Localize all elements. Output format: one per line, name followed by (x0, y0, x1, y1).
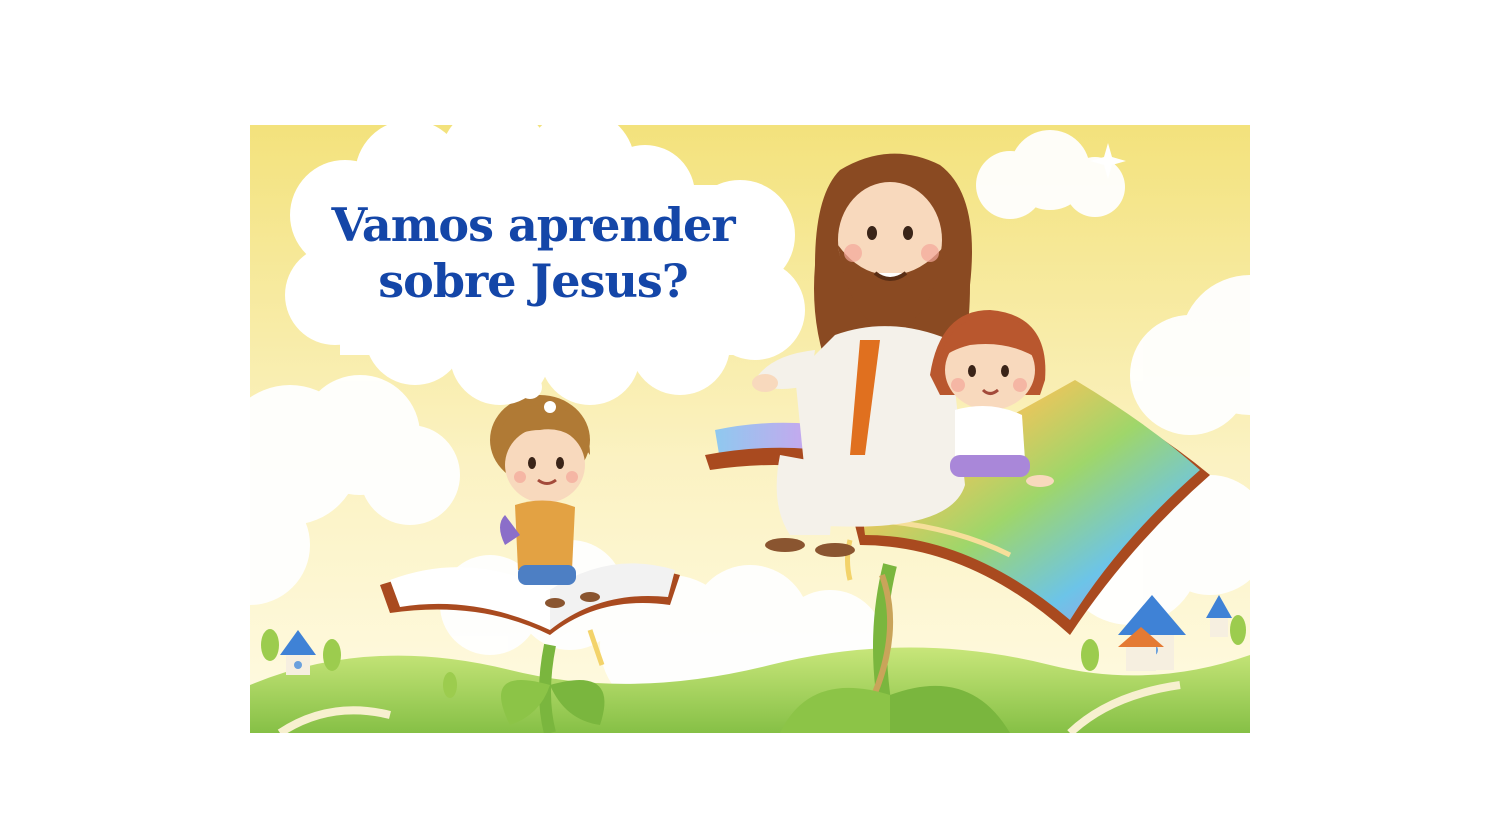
heading-line-1: Vamos aprender (331, 198, 735, 252)
speech-bubble-text (268, 197, 798, 309)
heading-line-2: sobre Jesus? (378, 254, 688, 308)
